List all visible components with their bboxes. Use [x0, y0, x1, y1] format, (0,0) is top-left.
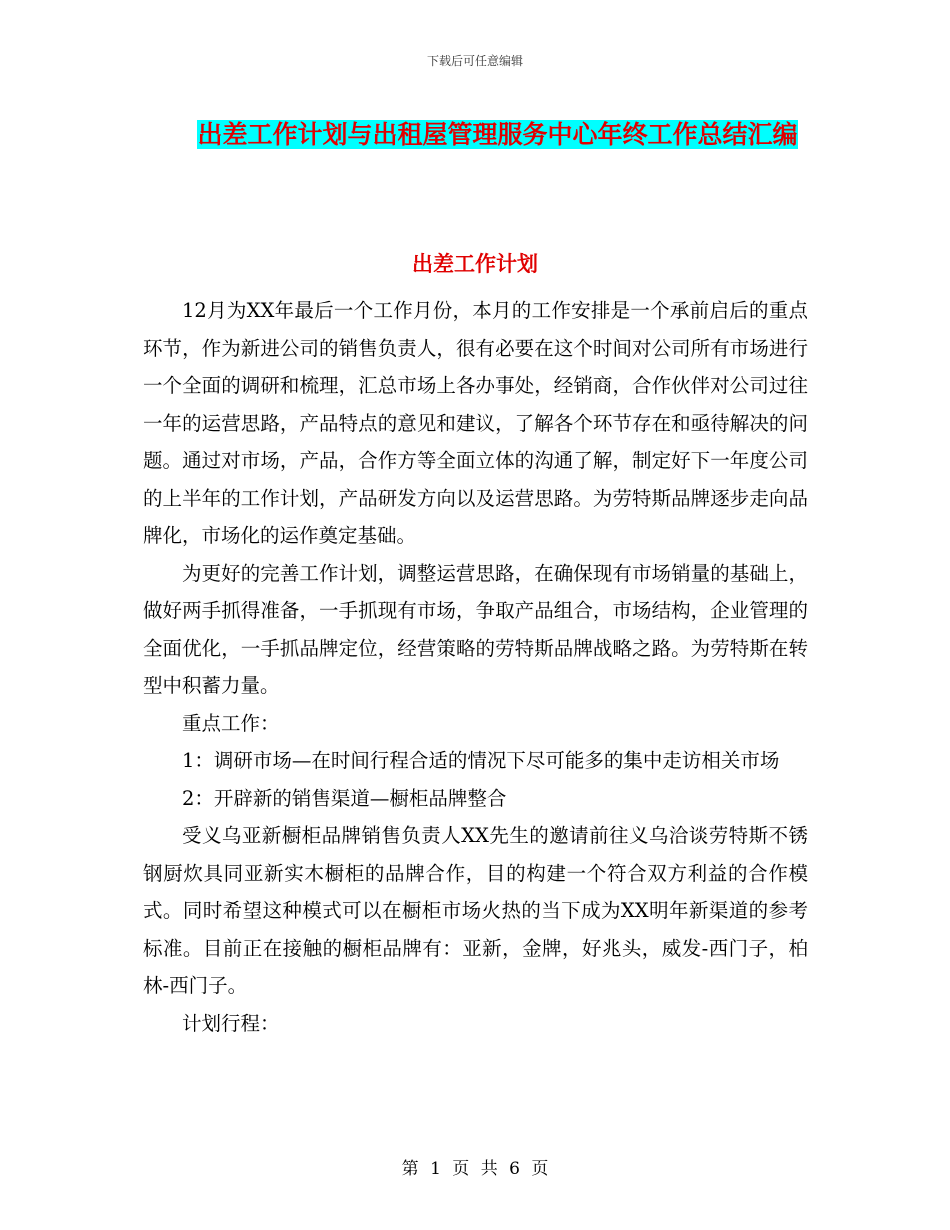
page-footer: 第 1 页 共 6 页 — [401, 1159, 549, 1179]
paragraph: 2：开辟新的销售渠道—橱柜品牌整合 — [182, 786, 507, 810]
document-title — [190, 112, 805, 158]
paragraph: 为更好的完善工作计划，调整运营思路，在确保现有市场销量的基础上，做好两手抓得准备，一手抓现有市场，争取产品组合，市场结构，企业管理的全面优化，一手抓品牌定位，经营策略的劳特斯品牌战略之路。为劳特斯在转型中积蓄力量。 — [143, 561, 808, 697]
paragraph: 受义乌亚新橱柜品牌销售负责人XX先生的邀请前往义乌洽谈劳特斯不锈钢厨炊具同亚新实木橱柜的品牌合作，目的构建一个符合双方利益的合作模式。同时希望这种模式可以在橱柜市场火热的当下成为XX明年新渠道的参考标准。目前正在接触的橱柜品牌有：亚新，金牌，好兆头，威发-西门子，柏林-西门子。 — [143, 824, 808, 997]
paragraph: 计划行程： — [182, 1011, 280, 1035]
paragraph: 12月为XX年最后一个工作月份，本月的工作安排是一个承前启后的重点环节，作为新进公司的销售负责人，很有必要在这个时间对公司所有市场进行一个全面的调研和梳理，汇总市场上各办事处，经销商，合作伙伴对公司过往一年的运营思路，产品特点的意见和建议，了解各个环节存在和亟待解决的问题。通过对市场，产品，合作方等全面立体的沟通了解，制定好下一年度公司的上半年的工作计划，产品研发方向以及运营思路。为劳特斯品牌逐步走向品牌化，市场化的运作奠定基础。 — [143, 299, 808, 547]
header-note: 下载后可任意编辑 — [426, 54, 523, 68]
document-body — [143, 292, 808, 1042]
paragraph: 1：调研市场—在时间行程合适的情况下尽可能多的集中走访相关市场 — [182, 749, 780, 772]
section-title: 出差工作计划 — [412, 252, 538, 276]
document-title-text: 出差工作计划与出租屋管理服务中心年终工作总结汇编 — [197, 120, 798, 149]
paragraph: 重点工作： — [182, 711, 280, 735]
